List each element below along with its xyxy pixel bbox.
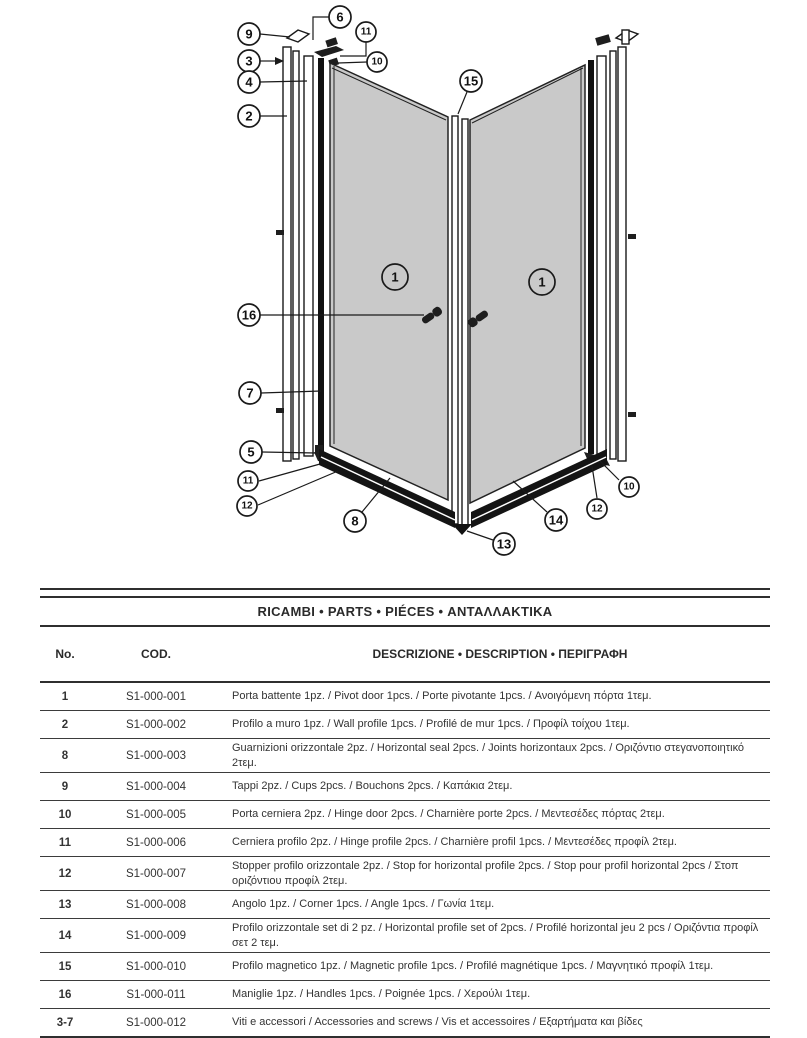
part-code: S1-000-004 bbox=[125, 780, 187, 793]
column-header-cod: COD. bbox=[141, 647, 171, 661]
callout-9 bbox=[238, 23, 290, 45]
magnetic-center-profile bbox=[452, 116, 468, 525]
svg-text:16: 16 bbox=[241, 307, 257, 323]
callout-10 bbox=[338, 52, 387, 72]
part-code: S1-000-010 bbox=[125, 960, 187, 973]
svg-text:8: 8 bbox=[351, 513, 359, 529]
callout-15 bbox=[458, 70, 482, 114]
svg-text:5: 5 bbox=[247, 444, 255, 460]
part-description: Angolo 1pz. / Corner 1pcs. / Angle 1pcs. / Γωνία 1τεμ. bbox=[232, 898, 495, 911]
svg-text:1: 1 bbox=[538, 274, 546, 290]
part-code: S1-000-006 bbox=[125, 836, 187, 849]
table-row bbox=[40, 891, 770, 919]
part-code: S1-000-011 bbox=[126, 988, 186, 1001]
part-code: S1-000-012 bbox=[125, 1016, 187, 1029]
part-code: S1-000-007 bbox=[125, 867, 187, 880]
table-row bbox=[40, 919, 770, 953]
svg-text:12: 12 bbox=[591, 503, 603, 515]
corner-piece bbox=[452, 524, 472, 535]
svg-text:3: 3 bbox=[245, 53, 253, 69]
part-description: Viti e accessori / Accessories and screws / Vis et accessoires / Εξαρτήματα και βίδες bbox=[232, 1016, 643, 1029]
svg-text:1: 1 bbox=[391, 269, 399, 285]
part-description: Porta battente 1pz. / Pivot door 1pcs. / Porte pivotante 1pcs. / Ανοιγόμενη πόρτα 1τεμ. bbox=[232, 690, 652, 703]
part-number: 15 bbox=[58, 960, 72, 973]
callout-2 bbox=[238, 105, 287, 127]
table-row bbox=[40, 953, 770, 981]
column-header-no: No. bbox=[55, 647, 75, 661]
svg-text:4: 4 bbox=[245, 74, 253, 90]
part-number: 13 bbox=[58, 898, 72, 911]
table-row bbox=[40, 1009, 770, 1037]
part-description: Tappi 2pz. / Cups 2pcs. / Bouchons 2pcs. / Καπάκια 2τεμ. bbox=[232, 780, 513, 793]
top-hinge-hardware bbox=[314, 46, 344, 57]
part-code: S1-000-005 bbox=[125, 808, 187, 821]
table-row bbox=[40, 857, 770, 891]
svg-text:10: 10 bbox=[623, 481, 635, 493]
svg-text:7: 7 bbox=[246, 385, 254, 401]
svg-text:11: 11 bbox=[242, 475, 254, 487]
table-row bbox=[40, 829, 770, 857]
table-column-headers bbox=[40, 627, 770, 681]
svg-text:9: 9 bbox=[245, 26, 253, 42]
right-wall-profile bbox=[597, 30, 638, 461]
callout-11 bbox=[238, 464, 320, 491]
part-code: S1-000-002 bbox=[125, 718, 187, 731]
part-number: 10 bbox=[58, 808, 72, 821]
column-header-description: DESCRIZIONE • DESCRIPTION • ΠΕΡΙΓΡΑΦΗ bbox=[372, 647, 628, 661]
part-number: 11 bbox=[58, 836, 72, 849]
part-number: 3-7 bbox=[56, 1016, 74, 1029]
table-row bbox=[40, 683, 770, 711]
table-rows bbox=[40, 683, 770, 1037]
callout-10 bbox=[600, 461, 639, 497]
part-description: Cerniera profilo 2pz. / Hinge profile 2pcs. / Charnière profil 1pcs. / Μεντεσέδες προφίλ 2τεμ. bbox=[232, 836, 677, 849]
part-description: Maniglie 1pz. / Handles 1pcs. / Poignée 1pcs. / Χερούλι 1τεμ. bbox=[232, 988, 531, 1001]
part-number: 1 bbox=[61, 690, 69, 703]
top-cap bbox=[287, 30, 309, 42]
right-door-panel bbox=[470, 65, 585, 503]
svg-text:13: 13 bbox=[496, 536, 512, 552]
svg-text:6: 6 bbox=[336, 9, 344, 25]
callout-6 bbox=[313, 6, 351, 40]
part-description: Porta cerniera 2pz. / Hinge door 2pcs. / Charnière porte 2pcs. / Μεντεσέδες πόρτας 2τεμ. bbox=[232, 808, 665, 821]
table-row bbox=[40, 711, 770, 739]
part-description: Profilo orizzontale set di 2 pz. / Horizontal profile set of 2pcs. / Profilé horizontal jeu 2 pcs / Οριζόντια προφίλ σετ 2 τεμ. bbox=[232, 922, 759, 949]
parts-table bbox=[40, 588, 770, 1038]
part-code: S1-000-003 bbox=[125, 749, 187, 762]
part-number: 14 bbox=[58, 929, 72, 942]
callout-13 bbox=[467, 531, 515, 555]
part-description: Guarnizioni orizzontale 2pz. / Horizontal seal 2pcs. / Joints horizontaux 2pcs. / Οριζόντιο στεγανοποιητικό 2τεμ. bbox=[232, 742, 745, 769]
svg-text:2: 2 bbox=[245, 108, 253, 124]
svg-text:15: 15 bbox=[463, 73, 479, 89]
part-number: 12 bbox=[58, 867, 72, 880]
svg-text:12: 12 bbox=[241, 500, 253, 512]
callout-3 bbox=[238, 50, 284, 72]
left-wall-profile bbox=[276, 30, 313, 461]
part-description: Stopper profilo orizzontale 2pz. / Stop for horizontal profile 2pcs. / Stop pour profil horizontal 2pcs / Στοπ οριζόντιου προφίλ 2τεμ. bbox=[232, 860, 739, 887]
table-title: RICAMBI • PARTS • PIÉCES • ΑΝΤΑΛΛΑΚΤΙΚΑ bbox=[257, 604, 553, 619]
table-row bbox=[40, 981, 770, 1009]
table-row bbox=[40, 773, 770, 801]
svg-text:14: 14 bbox=[548, 512, 564, 528]
svg-text:11: 11 bbox=[360, 26, 372, 38]
part-code: S1-000-008 bbox=[125, 898, 187, 911]
rule bbox=[40, 1036, 770, 1038]
part-code: S1-000-009 bbox=[125, 929, 187, 942]
part-number: 8 bbox=[61, 749, 69, 762]
table-row bbox=[40, 801, 770, 829]
part-description: Profilo magnetico 1pz. / Magnetic profile 1pcs. / Profilé magnétique 1pcs. / Μαγνητικό προφίλ 1τεμ. bbox=[232, 960, 714, 973]
table-row bbox=[40, 739, 770, 773]
left-door-panel bbox=[330, 63, 448, 500]
svg-text:10: 10 bbox=[371, 56, 383, 68]
callout-12 bbox=[587, 466, 607, 519]
part-number: 16 bbox=[58, 988, 72, 1001]
part-description: Profilo a muro 1pz. / Wall profile 1pcs. / Profilé de mur 1pcs. / Προφίλ τοίχου 1τεμ. bbox=[232, 718, 630, 731]
part-number: 2 bbox=[61, 718, 69, 731]
part-number: 9 bbox=[61, 780, 69, 793]
top-hinge-hardware bbox=[595, 34, 611, 46]
part-code: S1-000-001 bbox=[125, 690, 187, 703]
